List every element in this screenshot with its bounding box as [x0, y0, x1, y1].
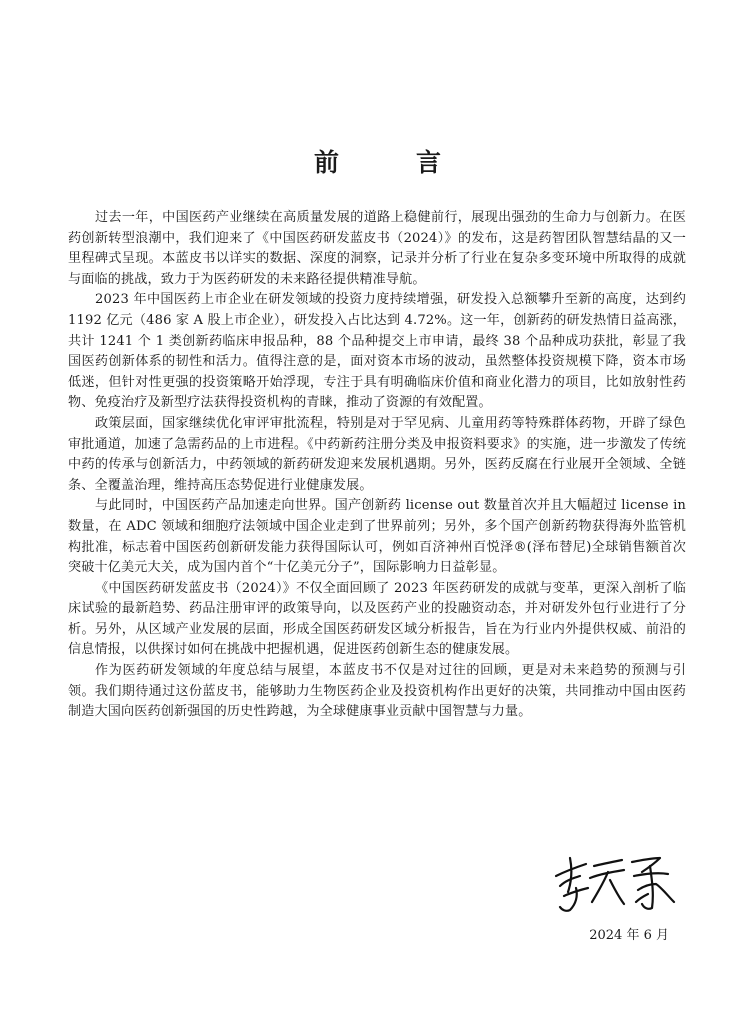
paragraph-3: 政策层面，国家继续优化审评审批流程，特别是对于罕见病、儿童用药等特殊群体药物，开辟了绿色审批通道，加速了急需药品的上市进程。《中药新药注册分类及申报资料要求》的实施，进一步激发了传统中药的传承与创新活力，中药领域的新药研发迎来发展机遇期。另外，医药反腐在行业展开全领域、全链条、全覆盖治理，维持高压态势促进行业健康发展。	[68, 415, 686, 493]
handwritten-signature	[550, 852, 680, 914]
paragraph-6: 作为医药研发领域的年度总结与展望，本蓝皮书不仅是对过往的回顾，更是对未来趋势的预测与引领。我们期待通过这份蓝皮书，能够助力生物医药企业及投资机构作出更好的决策，共同推动中国由医药制造大国向医药创新强国的历史性跨越，为全球健康事业贡献中国智慧与力量。	[68, 663, 686, 720]
paragraph-5: 《中国医药研发蓝皮书（2024）》不仅全面回顾了 2023 年医药研发的成就与变革，更深入剖析了临床试验的最新趋势、药品注册审评的政策导向，以及医药产业的投融资动态，并对研发外包行业进行了分析。另外，从区域产业发展的层面，形成全国医药研发区域分析报告，旨在为行业内外提供权威、前沿的信息情报，以供探讨如何在挑战中把握机遇，促进医药创新生态的健康发展。	[68, 580, 686, 658]
paragraph-2: 2023 年中国医药上市企业在研发领域的投资力度持续增强，研发投入总额攀升至新的高度，达到约 1192 亿元（486 家 A 股上市企业），研发投入占比达到 4.72%。这一年，创新药的研发热情日益高涨，共计 1241 个 1 类创新药临床申报品种，88 个品种提交上市申请，最终 38 个品种成功获批，彰显了我国医药创新体系的韧性和活力。值得注意的是，面对资本市场的波动，虽然整体投资规模下降，资本市场低迷，但针对性更强的投资策略开始浮现，专注于具有明确临床价值和商业化潜力的项目，比如放射性药物、免疫治疗及新型疗法获得投资机构的青睐，推动了资源的有效配置。	[68, 292, 686, 411]
paragraph-4: 与此同时，中国医药产品加速走向世界。国产创新药 license out 数量首次并且大幅超过 license in 数量，在 ADC 领域和细胞疗法领域中国企业走到了世界前列；另外，多个国产创新药物获得海外监管机构批准，标志着中国医药创新研发能力获得国际认可，例如百济神州百悦泽®(泽布替尼)全球销售额首次突破十亿美元大关，成为国内首个“十亿美元分子”，国际影响力日益彰显。	[68, 498, 686, 576]
preface-body	[68, 208, 686, 723]
page-title: 前 言	[313, 148, 467, 177]
date-line: 2024 年 6 月	[589, 928, 669, 943]
paragraph-1: 过去一年，中国医药产业继续在高质量发展的道路上稳健前行，展现出强劲的生命力与创新力。在医药创新转型浪潮中，我们迎来了《中国医药研发蓝皮书（2024）》的发布，这是药智团队智慧结晶的又一里程碑式呈现。本蓝皮书以详实的数据、深度的洞察，记录并分析了行业在复杂多变环境中所取得的成就与面临的挑战，致力于为医药研发的未来路径提供精准导航。	[68, 210, 686, 287]
